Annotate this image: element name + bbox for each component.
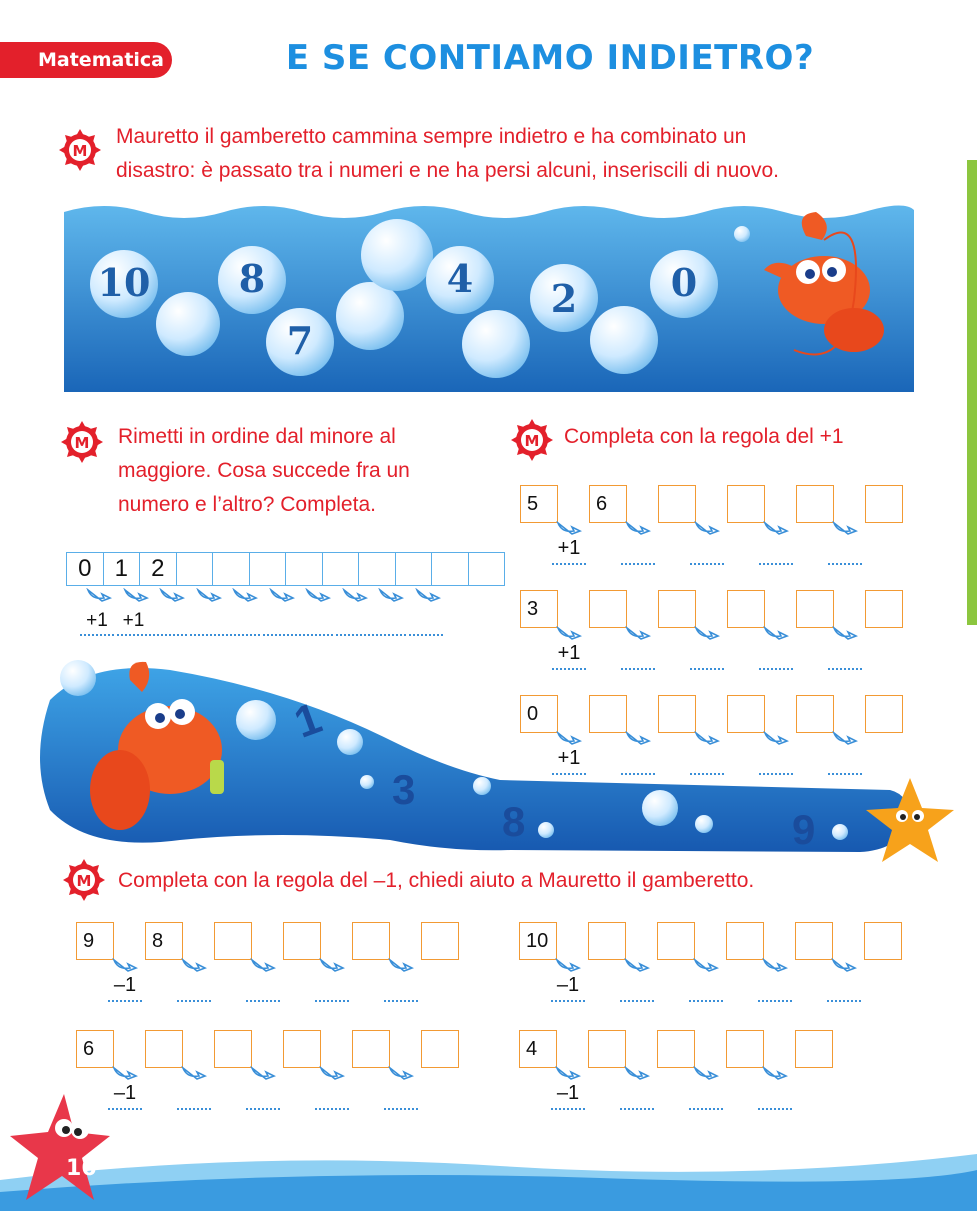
rule-blank: +1 [552,747,586,775]
bubble-number: 8 [238,256,266,301]
curved-arrow-icon [693,958,719,972]
footer-wave [0,1140,977,1211]
rule-blank: –1 [551,1082,585,1110]
bubble-number: 4 [446,256,474,301]
rule-blank[interactable] [689,974,723,1002]
rule-blank[interactable] [828,537,862,565]
rule-blank: +1 [552,642,586,670]
number-cell[interactable] [285,552,323,586]
number-box[interactable] [865,485,903,523]
rule-blank[interactable] [758,974,792,1002]
curved-arrow-icon [112,958,138,972]
number-box[interactable] [421,922,459,960]
number-box[interactable] [726,1030,764,1068]
number-box[interactable] [727,590,765,628]
number-box[interactable] [796,485,834,523]
curved-arrow-icon [250,1066,276,1080]
rule-blank[interactable] [315,1082,349,1110]
curved-arrow-icon [232,588,258,602]
curved-arrow-icon [831,958,857,972]
number-box[interactable] [864,922,902,960]
curved-arrow-icon [762,958,788,972]
rule-blank[interactable] [827,974,861,1002]
rule-blank[interactable] [758,1082,792,1110]
number-cell[interactable] [395,552,433,586]
curved-arrow-icon [694,626,720,640]
number-box[interactable] [795,922,833,960]
curved-arrow-icon [555,958,581,972]
rule-blank[interactable] [177,974,211,1002]
curved-arrow-icon [556,521,582,535]
curved-arrow-icon [624,958,650,972]
exercise1-instruction [116,120,876,188]
curved-arrow-icon [693,1066,719,1080]
number-box: 10 [519,922,557,960]
number-cell: 2 [139,552,177,586]
number-cell[interactable] [176,552,214,586]
rule-blank[interactable] [689,1082,723,1110]
bubble-number: 7 [286,318,314,363]
curved-arrow-icon [832,521,858,535]
subject-tag: Matematica [0,42,172,78]
number-box[interactable] [589,590,627,628]
number-cell[interactable] [212,552,250,586]
rule-blank: +1 [80,610,114,636]
curved-arrow-icon [555,1066,581,1080]
bubble-number: 2 [550,276,578,321]
number-cell[interactable] [431,552,469,586]
scene-number: 3 [392,766,416,813]
rule-blank: –1 [551,974,585,1002]
rule-blank[interactable] [620,1082,654,1110]
number-strip [66,552,466,642]
number-box[interactable] [726,922,764,960]
number-box: 9 [76,922,114,960]
curved-arrow-icon [625,521,651,535]
rule-blank: +1 [117,610,151,636]
number-box[interactable] [214,1030,252,1068]
number-cell[interactable] [468,552,506,586]
curved-arrow-icon [86,588,112,602]
instruction-line: disastro: è passato tra i numeri e ne ha persi alcuni, inseriscili di nuovo. [116,159,779,182]
curved-arrow-icon [388,958,414,972]
number-box[interactable] [588,1030,626,1068]
rule-blank[interactable] [621,537,655,565]
rule-blank[interactable] [620,974,654,1002]
number-box[interactable] [657,922,695,960]
number-box[interactable] [727,485,765,523]
number-cell[interactable] [249,552,287,586]
number-box: 8 [145,922,183,960]
bubble-number: 0 [670,260,698,305]
number-box[interactable] [658,590,696,628]
instruction-line: maggiore. Cosa succede fra un [118,459,410,482]
number-box[interactable] [658,485,696,523]
exercise-badge-icon [58,128,102,172]
curved-arrow-icon [305,588,331,602]
curved-arrow-icon [181,958,207,972]
curved-arrow-icon [762,1066,788,1080]
curved-arrow-icon [159,588,185,602]
curved-arrow-icon [319,1066,345,1080]
exercise-badge-icon [60,420,104,464]
curved-arrow-icon [556,626,582,640]
curved-arrow-icon [832,626,858,640]
rule-blank: –1 [108,1082,142,1110]
rule-blank[interactable] [177,1082,211,1110]
number-box[interactable] [657,1030,695,1068]
rule-blank[interactable] [246,1082,280,1110]
number-cell[interactable] [322,552,360,586]
side-color-strip [967,160,977,625]
scene-number: 9 [792,806,816,853]
curved-arrow-icon [763,521,789,535]
exercise2-instruction [118,420,478,522]
rule-blank[interactable] [153,610,187,636]
number-box: 6 [589,485,627,523]
number-box[interactable] [352,1030,390,1068]
number-box[interactable] [283,1030,321,1068]
curved-arrow-icon [415,588,441,602]
rule-blank[interactable] [246,974,280,1002]
number-box[interactable] [352,922,390,960]
curved-arrow-icon [342,588,368,602]
rule-blank[interactable] [336,610,370,636]
curved-arrow-icon [319,958,345,972]
exercise-badge-icon [510,418,554,462]
starfish-footer-icon [4,1088,114,1208]
curved-arrow-icon [625,626,651,640]
exercise-badge-icon [62,858,106,902]
curved-arrow-icon [763,626,789,640]
rule-blank: +1 [552,537,586,565]
number-box: 4 [519,1030,557,1068]
scene-number: 8 [502,798,526,845]
curved-arrow-icon [388,1066,414,1080]
curved-arrow-icon [269,588,295,602]
curved-arrow-icon [250,958,276,972]
number-box: 0 [520,695,558,733]
instruction-line: numero e l’altro? Completa. [118,493,376,516]
rule-blank[interactable] [226,610,260,636]
svg-text:M: M [72,142,88,160]
rule-blank[interactable] [372,610,406,636]
rule-blank[interactable] [299,610,333,636]
number-box[interactable] [283,922,321,960]
number-cell[interactable] [358,552,396,586]
bubble-number: 10 [97,260,151,305]
exercise3-instruction: Completa con la regola del +1 [564,425,844,448]
number-box[interactable] [214,922,252,960]
curved-arrow-icon [624,1066,650,1080]
rule-blank[interactable] [384,974,418,1002]
number-cell: 0 [66,552,104,586]
rule-blank[interactable] [384,1082,418,1110]
curved-arrow-icon [112,1066,138,1080]
sea-creatures-scene [30,640,960,870]
svg-text:M: M [524,432,540,450]
number-box[interactable] [795,1030,833,1068]
page-number: 16 [66,1156,97,1181]
number-box: 3 [520,590,558,628]
number-box[interactable] [145,1030,183,1068]
curved-arrow-icon [196,588,222,602]
number-box: 5 [520,485,558,523]
rule-blank[interactable] [690,537,724,565]
svg-text:M: M [76,872,92,890]
rule-blank[interactable] [190,610,224,636]
number-box: 6 [76,1030,114,1068]
rule-blank[interactable] [263,610,297,636]
curved-arrow-icon [378,588,404,602]
number-cell: 1 [103,552,141,586]
page-title: E SE CONTIAMO INDIETRO? [285,38,815,78]
rule-blank[interactable] [315,974,349,1002]
rule-blank: –1 [108,974,142,1002]
rule-blank[interactable] [409,610,443,636]
exercise4-instruction: Completa con la regola del –1, chiedi aiuto a Mauretto il gamberetto. [118,869,755,892]
number-box[interactable] [588,922,626,960]
number-box[interactable] [796,590,834,628]
curved-arrow-icon [694,521,720,535]
curved-arrow-icon [123,588,149,602]
rule-blank[interactable] [759,537,793,565]
svg-text:M: M [74,434,90,452]
number-box[interactable] [865,590,903,628]
instruction-line: Mauretto il gamberetto cammina sempre indietro e ha combinato un [116,125,747,148]
instruction-line: Rimetti in ordine dal minore al [118,425,396,448]
number-box[interactable] [421,1030,459,1068]
curved-arrow-icon [181,1066,207,1080]
scene-number: 1 [288,693,328,748]
